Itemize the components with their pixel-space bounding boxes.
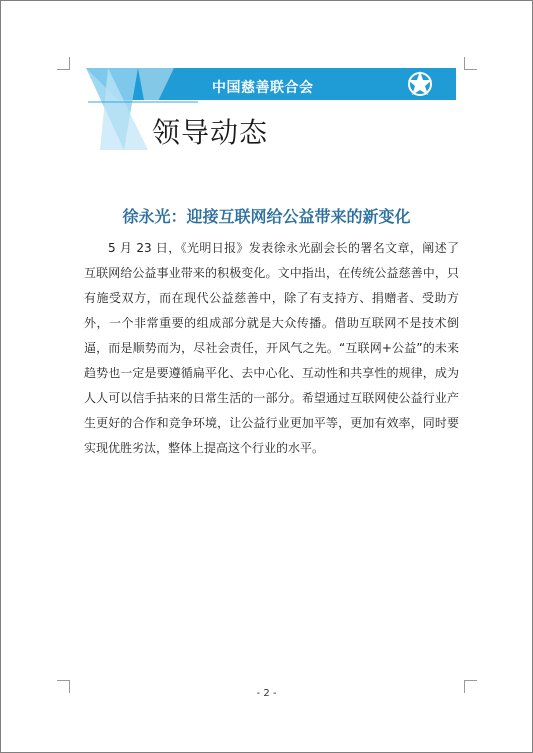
article-title: 徐永光：迎接互联网给公益带来的新变化 (122, 207, 411, 226)
organization-name: 中国慈善联合会 (212, 80, 314, 96)
crop-mark-top-left (57, 57, 70, 70)
section-title: 领导动态 (152, 116, 269, 149)
crop-mark-top-right (464, 57, 477, 70)
page-number: - 2 - (256, 688, 277, 699)
article-body: 5 月 23 日，《光明日报》发表徐永光副会长的署名文章，阐述了互联网给公益事业带来的积极变化。文中指出，在传统公益慈善中，只有施受双方，而在现代公益慈善中，除了有支持方、捐赠者、受助方外，一个非常重要的组成部分就是大众传播。借助互联网不是技术倒逼，而是顺势而为，尽社会责任，开风气之先。“互联网+公益”的未来趋势也一定是要遵循扁平化、去中心化、互动性和共享性的规律，成为人人可以信手拈来的日常生活的一部分。希望通过互联网使公益行业产生更好的合作和竞争环境，让公益行业更加平等，更加有效率，同时要实现优胜劣汰，整体上提高这个行业的水平。 (84, 241, 459, 455)
